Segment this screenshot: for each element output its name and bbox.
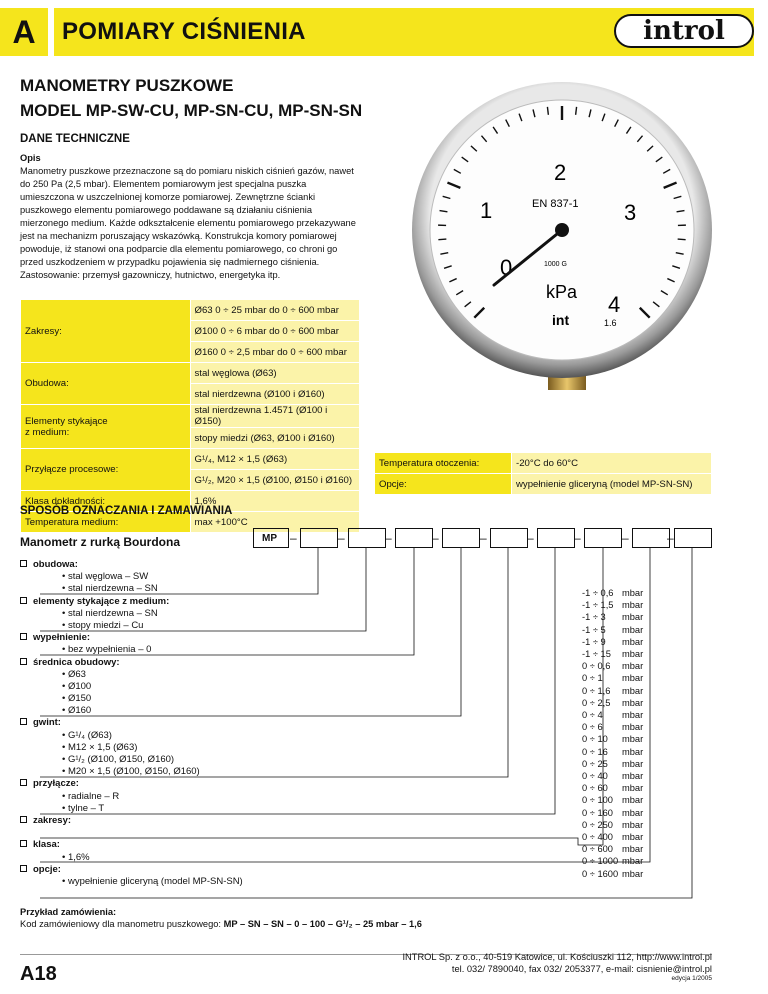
example-heading: Przykład zamówienia: <box>20 907 117 917</box>
code-dash: – <box>290 531 297 545</box>
range-item <box>582 587 652 599</box>
spec-klasa: 1,6% <box>190 491 360 512</box>
range-unit: mbar <box>622 783 644 794</box>
range-item <box>582 794 652 806</box>
checkbox-icon <box>20 840 27 847</box>
option-group-title: wypełnienie: <box>33 632 91 644</box>
range-value: 0 ÷ 2,5 <box>582 697 611 708</box>
gauge-unit: kPa <box>546 282 578 302</box>
spec-temp-otocz: -20°C do 60°C <box>512 453 712 474</box>
code-dash: – <box>432 531 439 545</box>
spec-przylacze-1: G¹/₄, M12 × 1,5 (Ø63) <box>190 449 360 470</box>
spec-temp-otocz-label: Temperatura otoczenia: <box>375 453 512 474</box>
option-group-title: opcje: <box>33 863 61 875</box>
gauge-standard: EN 837-1 <box>532 198 579 210</box>
code-dash: – <box>338 531 345 545</box>
range-value: -1 ÷ 1,5 <box>582 600 614 611</box>
option-item: • stal węglowa – SW <box>62 571 149 583</box>
gauge-scale-1: 1 <box>480 198 493 223</box>
gauge-scale-2: 2 <box>554 160 567 185</box>
option-group-label <box>20 864 350 876</box>
list-spacer <box>20 827 350 839</box>
range-value: 0 ÷ 10 <box>582 734 608 745</box>
checkbox-icon <box>20 597 27 604</box>
code-dash: – <box>574 531 581 545</box>
option-item: • stal nierdzewna – SN <box>62 607 158 619</box>
spec-klasa-label: Klasa dokładności: <box>21 491 191 512</box>
range-value: 0 ÷ 1,6 <box>582 685 611 696</box>
range-value: 0 ÷ 16 <box>582 746 608 757</box>
range-item <box>582 868 652 880</box>
range-item <box>582 648 652 660</box>
range-item <box>582 685 652 697</box>
range-item <box>582 672 652 684</box>
checkbox-icon <box>20 633 27 640</box>
range-item <box>582 611 652 623</box>
gauge-scale-3: 3 <box>624 200 637 225</box>
range-unit: mbar <box>622 685 644 696</box>
option-item: • stal nierdzewna – SN <box>62 583 158 595</box>
checkbox-icon <box>20 560 27 567</box>
page-title: MANOMETRY PUSZKOWE <box>20 76 234 95</box>
range-value: -1 ÷ 9 <box>582 636 606 647</box>
range-value: 0 ÷ 40 <box>582 771 608 782</box>
range-value: 0 ÷ 1600 <box>582 868 619 879</box>
option-item: • Ø150 <box>62 693 92 705</box>
footer-address-2: tel. 032/ 7890040, fax 032/ 2053377, e-mail: cisnienie@introl.pl <box>451 964 712 974</box>
spec-obudowa-1: stal węglowa (Ø63) <box>190 363 360 384</box>
gauge-class: 1.6 <box>604 318 617 328</box>
brand-logo: introl <box>614 14 754 48</box>
range-value: 0 ÷ 4 <box>582 710 603 721</box>
option-item: • Ø63 <box>62 668 86 680</box>
option-group-label <box>20 717 350 729</box>
option-item: • wypełnienie gliceryną (model MP-SN-SN) <box>62 875 243 887</box>
range-value: -1 ÷ 5 <box>582 624 606 635</box>
range-value: 0 ÷ 60 <box>582 783 608 794</box>
range-item <box>582 624 652 636</box>
range-unit: mbar <box>622 734 644 745</box>
ordering-heading: SPOSÓB OZNACZANIA I ZAMAWIANIA <box>20 505 233 517</box>
spec-temp-medium: max +100°C <box>190 512 360 533</box>
option-group-label <box>20 559 350 571</box>
range-unit: mbar <box>622 661 644 672</box>
range-item <box>582 660 652 672</box>
range-unit: mbar <box>622 600 644 611</box>
range-value: -1 ÷ 15 <box>582 649 611 660</box>
range-value: 0 ÷ 100 <box>582 795 613 806</box>
spec-zakresy-1: Ø63 0 ÷ 25 mbar do 0 ÷ 600 mbar <box>190 300 360 321</box>
range-unit: mbar <box>622 612 644 623</box>
range-item <box>582 721 652 733</box>
range-unit: mbar <box>622 807 644 818</box>
option-item: • G¹/₂ (Ø100, Ø150, Ø160) <box>62 754 175 765</box>
range-unit: mbar <box>622 771 644 782</box>
footer-address-1: INTROL Sp. z o.o., 40-519 Katowice, ul. Kościuszki 112, http://www.introl.pl <box>402 952 712 962</box>
range-item <box>582 709 652 721</box>
range-value: 0 ÷ 250 <box>582 819 613 830</box>
edition: edycja 1/2005 <box>671 975 712 982</box>
option-group-label <box>20 657 350 669</box>
range-unit: mbar <box>622 746 644 757</box>
range-item <box>582 843 652 855</box>
option-group-title: gwint: <box>33 717 61 729</box>
range-unit: mbar <box>622 624 644 635</box>
ordering-subheading: Manometr z rurką Bourdona <box>20 535 181 549</box>
range-unit: mbar <box>622 697 644 708</box>
gauge-code: 1000 G <box>544 261 567 268</box>
range-value: 0 ÷ 0,6 <box>582 661 611 672</box>
range-unit: mbar <box>622 832 644 843</box>
gauge-scale-0: 0 <box>500 255 513 280</box>
option-group-label <box>20 778 350 790</box>
example-code: MP – SN – SN – 0 – 100 – G¹/₂ – 25 mbar – 1,6 <box>223 919 422 929</box>
option-group-title: klasa: <box>33 839 60 851</box>
range-item <box>582 782 652 794</box>
page-number: A18 <box>20 963 57 985</box>
description-application: Zastosowanie: przemysł gazowniczy, hutnictwo, energetyka itp. <box>20 270 281 280</box>
range-value: 0 ÷ 160 <box>582 807 613 818</box>
range-item <box>582 758 652 770</box>
checkbox-icon <box>20 865 27 872</box>
code-dash: – <box>667 531 674 545</box>
option-item: • M20 × 1,5 (Ø100, Ø150, Ø160) <box>62 766 200 778</box>
spec-elementy-2: stopy miedzi (Ø63, Ø100 i Ø160) <box>190 428 360 449</box>
range-item <box>582 599 652 611</box>
spec-opcje: wypełnienie gliceryną (model MP-SN-SN) <box>512 474 712 495</box>
option-item: • Ø160 <box>62 705 92 717</box>
option-group-title: zakresy: <box>33 814 72 826</box>
example-text: Kod zamówieniowy dla manometru puszkowego: <box>20 919 224 929</box>
range-unit: mbar <box>622 856 644 867</box>
range-unit: mbar <box>622 795 644 806</box>
code-prefix-box: MP <box>253 528 289 548</box>
option-group-title: średnica obudowy: <box>33 656 120 668</box>
range-unit: mbar <box>622 649 644 660</box>
order-example <box>20 906 720 930</box>
description-body: Manometry puszkowe przeznaczone są do pomiaru niskich ciśnień gazów, nawet do 250 Pa (2,5 mbar). Elementem pomiarowym jest specjalna puszka umieszczona w uszczelnionej komorze pomiarowej. Zewnętrzne ścianki puszkowego elementu pomiarowego poddawane są działaniu ciśnienia mierzonego medium. Każde odkształcenie elementu pomiarowego przekazywane jest na mechanizm poruszający wskazówką. Konstrukcja komory pomiarowej powoduje, iż stanowi ona podparcie dla elementu pomiarowego, co chroni go przed uszkodzeniem w przypadku pojawienia się nadmiernego ciśnienia. <box>20 166 356 267</box>
range-item <box>582 855 652 867</box>
option-item: • 1,6% <box>62 851 90 863</box>
code-dash: – <box>622 531 629 545</box>
option-group-label <box>20 839 350 851</box>
range-unit: mbar <box>622 844 644 855</box>
option-group-label <box>20 632 350 644</box>
option-item: • radialne – R <box>62 790 120 802</box>
checkbox-icon <box>20 658 27 665</box>
section-title: POMIARY CIŚNIENIA <box>54 8 754 56</box>
checkbox-icon <box>20 779 27 786</box>
option-item: • stopy miedzi – Cu <box>62 619 144 631</box>
range-unit: mbar <box>622 710 644 721</box>
spec-przylacze-2: G¹/₂, M20 × 1,5 (Ø100, Ø150 i Ø160) <box>190 470 360 491</box>
range-item <box>582 636 652 648</box>
spec-elementy-label-2: z medium: <box>25 426 70 438</box>
range-value: 0 ÷ 25 <box>582 758 608 769</box>
range-value: 0 ÷ 400 <box>582 832 613 843</box>
option-item: • G¹/₄ (Ø63) <box>62 729 112 741</box>
spec-obudowa-2: stal nierdzewna (Ø100 i Ø160) <box>190 384 360 405</box>
section-letter: A <box>0 8 48 56</box>
range-value: 0 ÷ 6 <box>582 722 603 733</box>
range-unit: mbar <box>622 722 644 733</box>
spec-elementy-1: stal nierdzewna 1.4571 (Ø100 i Ø150) <box>190 405 360 428</box>
ordering-options-list <box>20 559 350 888</box>
range-value: 0 ÷ 1 <box>582 673 603 684</box>
range-unit: mbar <box>622 588 644 598</box>
spec-zakresy-2: Ø100 0 ÷ 6 mbar do 0 ÷ 600 mbar <box>190 321 360 342</box>
spec-opcje-label: Opcje: <box>375 474 512 495</box>
spec-przylacze-label: Przyłącze procesowe: <box>21 449 191 491</box>
option-group-label <box>20 596 350 608</box>
code-dash: – <box>527 531 534 545</box>
range-item <box>582 697 652 709</box>
range-item <box>582 746 652 758</box>
option-item: • Ø100 <box>62 680 92 692</box>
description-heading: Opis <box>20 153 41 163</box>
range-unit: mbar <box>622 868 644 879</box>
page-subtitle: MODEL MP-SW-CU, MP-SN-CU, MP-SN-SN <box>20 101 363 120</box>
checkbox-icon <box>20 718 27 725</box>
range-value: -1 ÷ 0,6 <box>582 588 614 598</box>
range-value: -1 ÷ 3 <box>582 612 606 623</box>
code-dash: – <box>385 531 392 545</box>
range-unit: mbar <box>622 758 644 769</box>
range-unit: mbar <box>622 636 644 647</box>
spec-obudowa-label: Obudowa: <box>21 363 191 405</box>
ranges-list <box>582 587 652 880</box>
option-group-title: obudowa: <box>33 559 78 570</box>
option-group-title: elementy stykające z medium: <box>33 595 170 607</box>
spec-zakresy-3: Ø160 0 ÷ 2,5 mbar do 0 ÷ 600 mbar <box>190 342 360 363</box>
range-unit: mbar <box>622 673 644 684</box>
gauge-brand: int <box>552 312 570 328</box>
option-item: • tylne – T <box>62 802 105 814</box>
spec-zakresy-label: Zakresy: <box>21 300 191 363</box>
spec-temp-medium-label: Temperatura medium: <box>21 512 191 533</box>
footer-address <box>402 951 712 975</box>
range-item <box>582 770 652 782</box>
option-item: • bez wypełnienia – 0 <box>62 644 152 656</box>
range-unit: mbar <box>622 819 644 830</box>
range-item <box>582 733 652 745</box>
range-item <box>582 807 652 819</box>
range-item <box>582 831 652 843</box>
option-group-title: przyłącze: <box>33 778 79 790</box>
range-value: 0 ÷ 1000 <box>582 856 619 867</box>
range-item <box>582 819 652 831</box>
tech-heading: DANE TECHNICZNE <box>20 133 130 145</box>
spec-elementy-label-1: Elementy stykające <box>25 415 108 427</box>
option-item: • M12 × 1,5 (Ø63) <box>62 741 138 753</box>
option-group-label <box>20 815 350 827</box>
gauge-scale-4: 4 <box>608 292 621 317</box>
checkbox-icon <box>20 816 27 823</box>
code-dash: – <box>480 531 487 545</box>
range-value: 0 ÷ 600 <box>582 844 613 855</box>
